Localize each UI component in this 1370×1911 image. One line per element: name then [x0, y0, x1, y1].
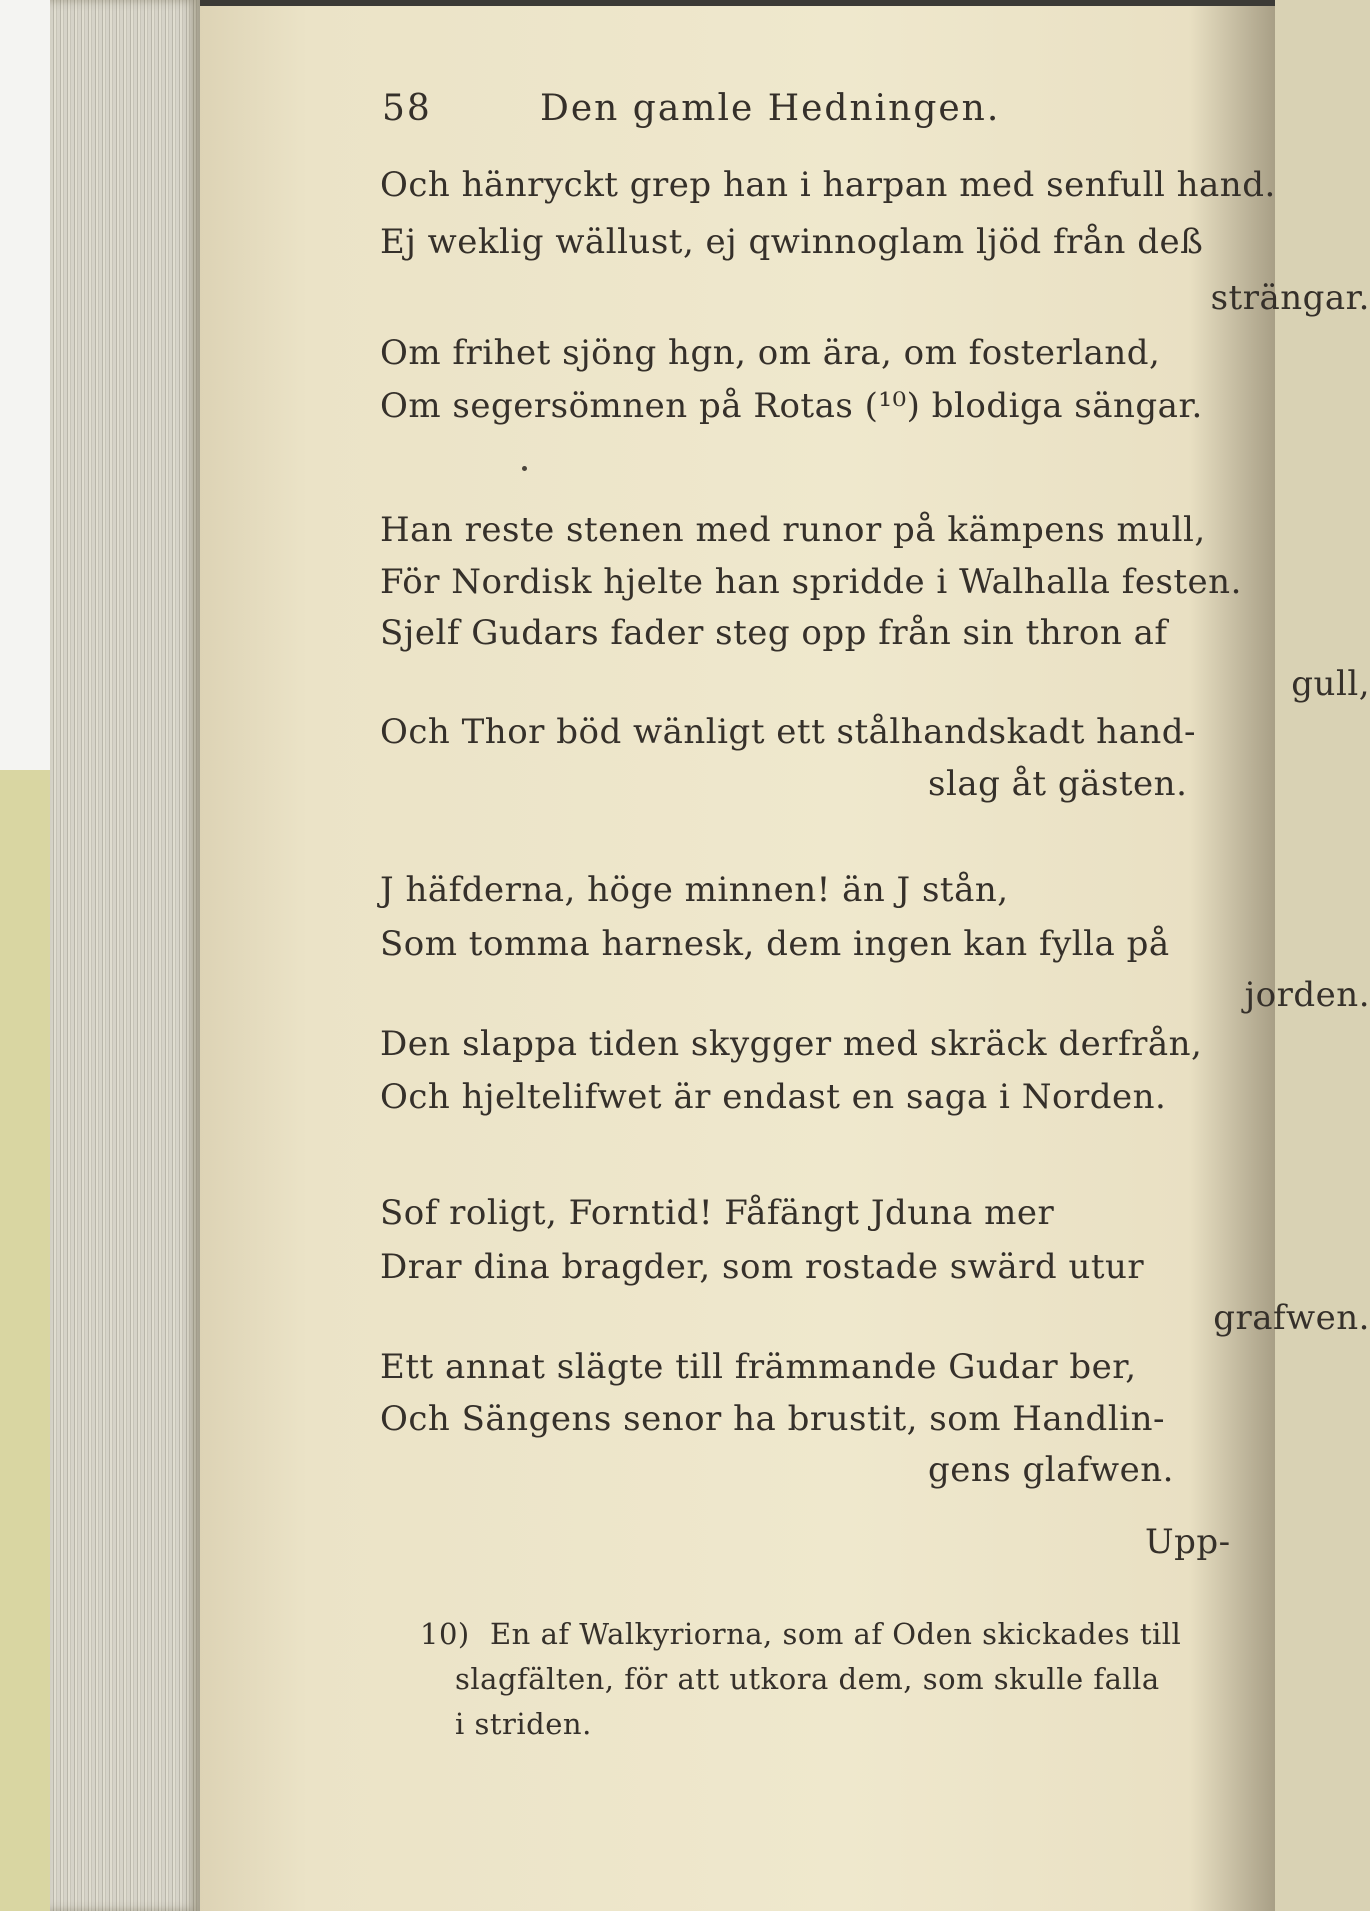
verse-line-continuation: slag åt gästen. — [928, 764, 1188, 804]
verse-line: Ej weklig wällust, ej qwinnoglam ljöd från deß — [380, 222, 1204, 262]
book-page — [200, 0, 1370, 1911]
verse-line: Drar dina bragder, som rostade swärd utur — [380, 1247, 1145, 1287]
verse-line: Och hänryckt grep han i harpan med senfull hand. — [380, 165, 1276, 205]
verse-line: Och Thor böd wänligt ett stålhandskadt hand- — [380, 712, 1197, 752]
verse-line-continuation: gull, — [1291, 664, 1370, 704]
footnote-line: En af Walkyriorna, som af Oden skickades till — [490, 1617, 1182, 1651]
verse-line: Om segersömnen på Rotas (¹⁰) blodiga sängar. — [380, 386, 1203, 426]
verse-line: Som tomma harnesk, dem ingen kan fylla på — [380, 924, 1170, 964]
verse-line: Sjelf Gudars fader steg opp från sin thron af — [380, 613, 1168, 653]
scan-margin-white — [0, 0, 50, 770]
page-edges — [50, 0, 200, 1911]
footnote-line: slagfälten, för att utkora dem, som skulle falla — [455, 1662, 1160, 1696]
verse-line: Och Sängens senor ha brustit, som Handlin- — [380, 1399, 1165, 1439]
running-title: Den gamle Hedningen. — [540, 88, 1001, 129]
verse-line-continuation: strängar. — [1210, 278, 1370, 318]
verse-line-continuation: grafwen. — [1213, 1298, 1370, 1338]
verse-line: Den slappa tiden skygger med skräck derfrån, — [380, 1024, 1203, 1064]
verse-line: J häfderna, höge minnen! än J stån, — [380, 870, 1009, 910]
verse-line-continuation: gens glafwen. — [928, 1450, 1174, 1490]
verse-line: För Nordisk hjelte han spridde i Walhalla festen. — [380, 562, 1242, 602]
scan-top-band — [200, 0, 1275, 6]
verse-line: Ett annat slägte till främmande Gudar ber, — [380, 1347, 1137, 1387]
verse-line: Om frihet sjöng hgn, om ära, om fosterland, — [380, 333, 1161, 373]
verse-line: Sof roligt, Forntid! Fåfängt Jduna mer — [380, 1193, 1055, 1233]
footnote-marker: 10) — [420, 1617, 470, 1651]
catchword: Upp- — [1145, 1522, 1231, 1562]
stray-mark — [522, 466, 527, 471]
footnote-line: i striden. — [455, 1707, 592, 1741]
verse-line: Han reste stenen med runor på kämpens mull, — [380, 510, 1206, 550]
verse-line: Och hjeltelifwet är endast en saga i Norden. — [380, 1077, 1167, 1117]
scan-margin-yellow — [0, 770, 50, 1911]
verse-line-continuation: jorden. — [1244, 975, 1370, 1015]
page-number: 58 — [382, 88, 432, 129]
